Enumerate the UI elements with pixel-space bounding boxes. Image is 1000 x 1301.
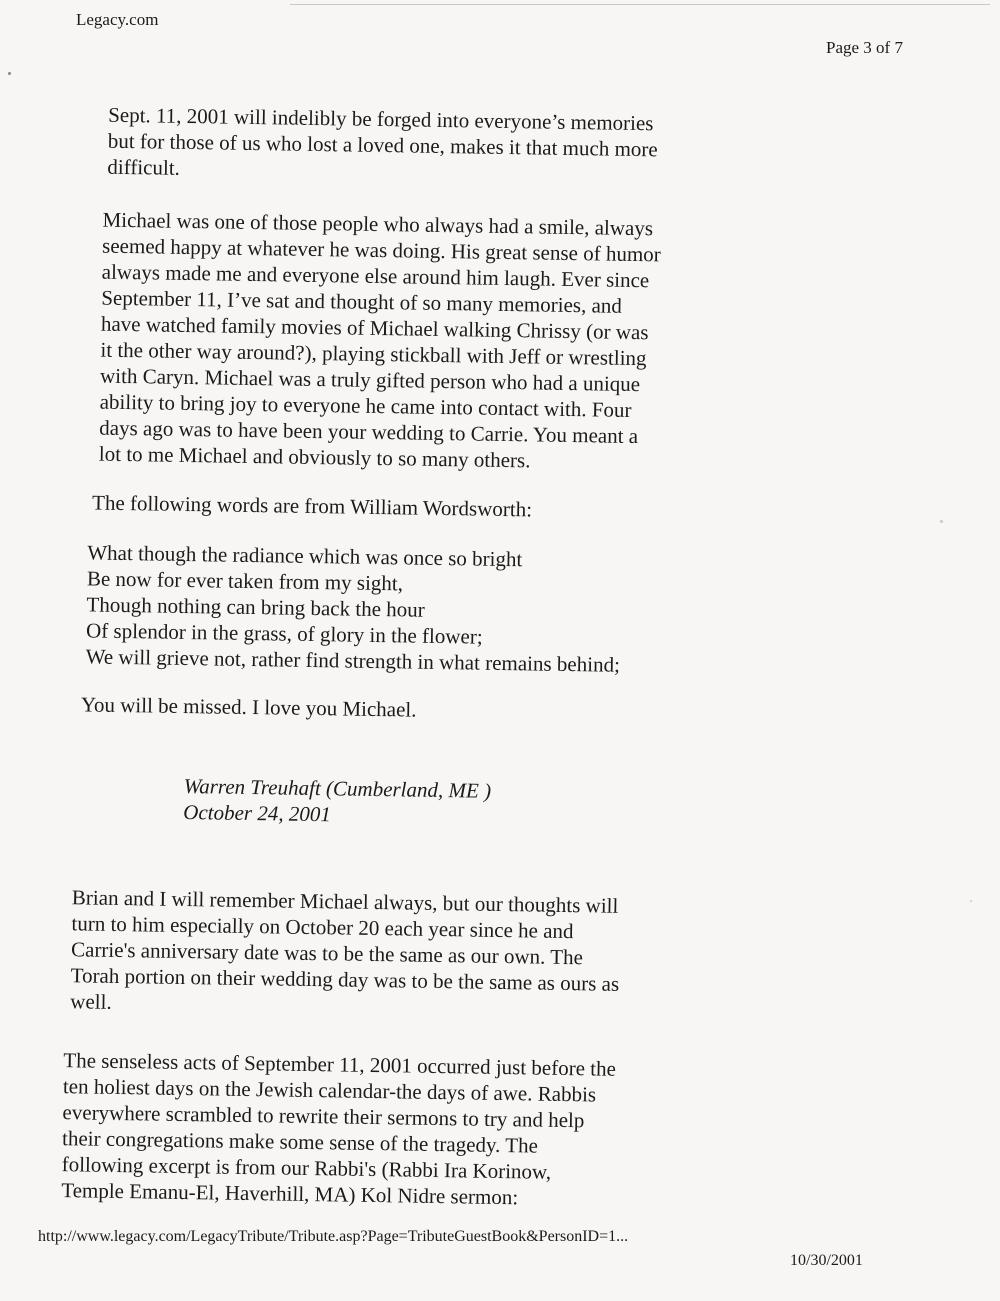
paragraph-intro: Sept. 11, 2001 will indelibly be forged into everyone’s memories but for those of us who lost a loved one, makes it that much more difficult.	[107, 102, 658, 180]
paragraph-missed: You will be missed. I love you Michael.	[80, 692, 417, 722]
poem-quote: What though the radiance which was once so bright Be now for ever taken from my sight, Though nothing can bring back the hour Of splendor in the grass, of glory in the flower; We will grieve not, rather find strength in what remains behind;	[85, 540, 621, 677]
paragraph-michael: Michael was one of those people who always had a smile, always seemed happy at whatever he was doing. His great sense of humor always made me and everyone else around him laugh. Ever since September 11, I’ve sat and thought of so many memories, and have watched family movies of Michael walking Chrissy (or was it the other way around?), playing stickball with Jeff or wrestling with Caryn. Michael was a truly gifted person who had a unique ability to bring joy to everyone he came into contact with. Four days ago was to have been your wedding to Carrie. You meant a lot to me Michael and obviously to so many others.	[98, 207, 661, 473]
scan-speck	[970, 900, 972, 902]
footer-date: 10/30/2001	[790, 1252, 863, 1269]
page-indicator: Page 3 of 7	[826, 38, 903, 57]
top-rule	[290, 4, 990, 5]
signature-block: Warren Treuhaft (Cumberland, ME ) October 24, 2001	[183, 773, 492, 827]
paragraph-wordsworth-intro: The following words are from William Wordsworth:	[91, 490, 533, 522]
site-name: Legacy.com	[76, 10, 159, 29]
scan-speck	[8, 72, 11, 75]
scan-speck	[940, 520, 943, 523]
footer-url: http://www.legacy.com/LegacyTribute/Tribute.asp?Page=TributeGuestBook&PersonID=1...	[38, 1228, 629, 1245]
paragraph-senseless: The senseless acts of September 11, 2001 occurred just before the ten holiest days on the Jewish calendar-the days of awe. Rabbis everywhere scrambled to rewrite their sermons to try and help their congregations make some sense of the tragedy. The following excerpt is from our Rabbi's (Rabbi Ira Korinow, Temple Emanu-El, Haverhill, MA) Kol Nidre sermon:	[61, 1048, 617, 1210]
paragraph-brian: Brian and I will remember Michael always, but our thoughts will turn to him especially on October 20 each year since he and Carrie's anniversary date was to be the same as our own. The Torah portion on their wedding day was to be the same as ours as well.	[70, 885, 620, 1014]
